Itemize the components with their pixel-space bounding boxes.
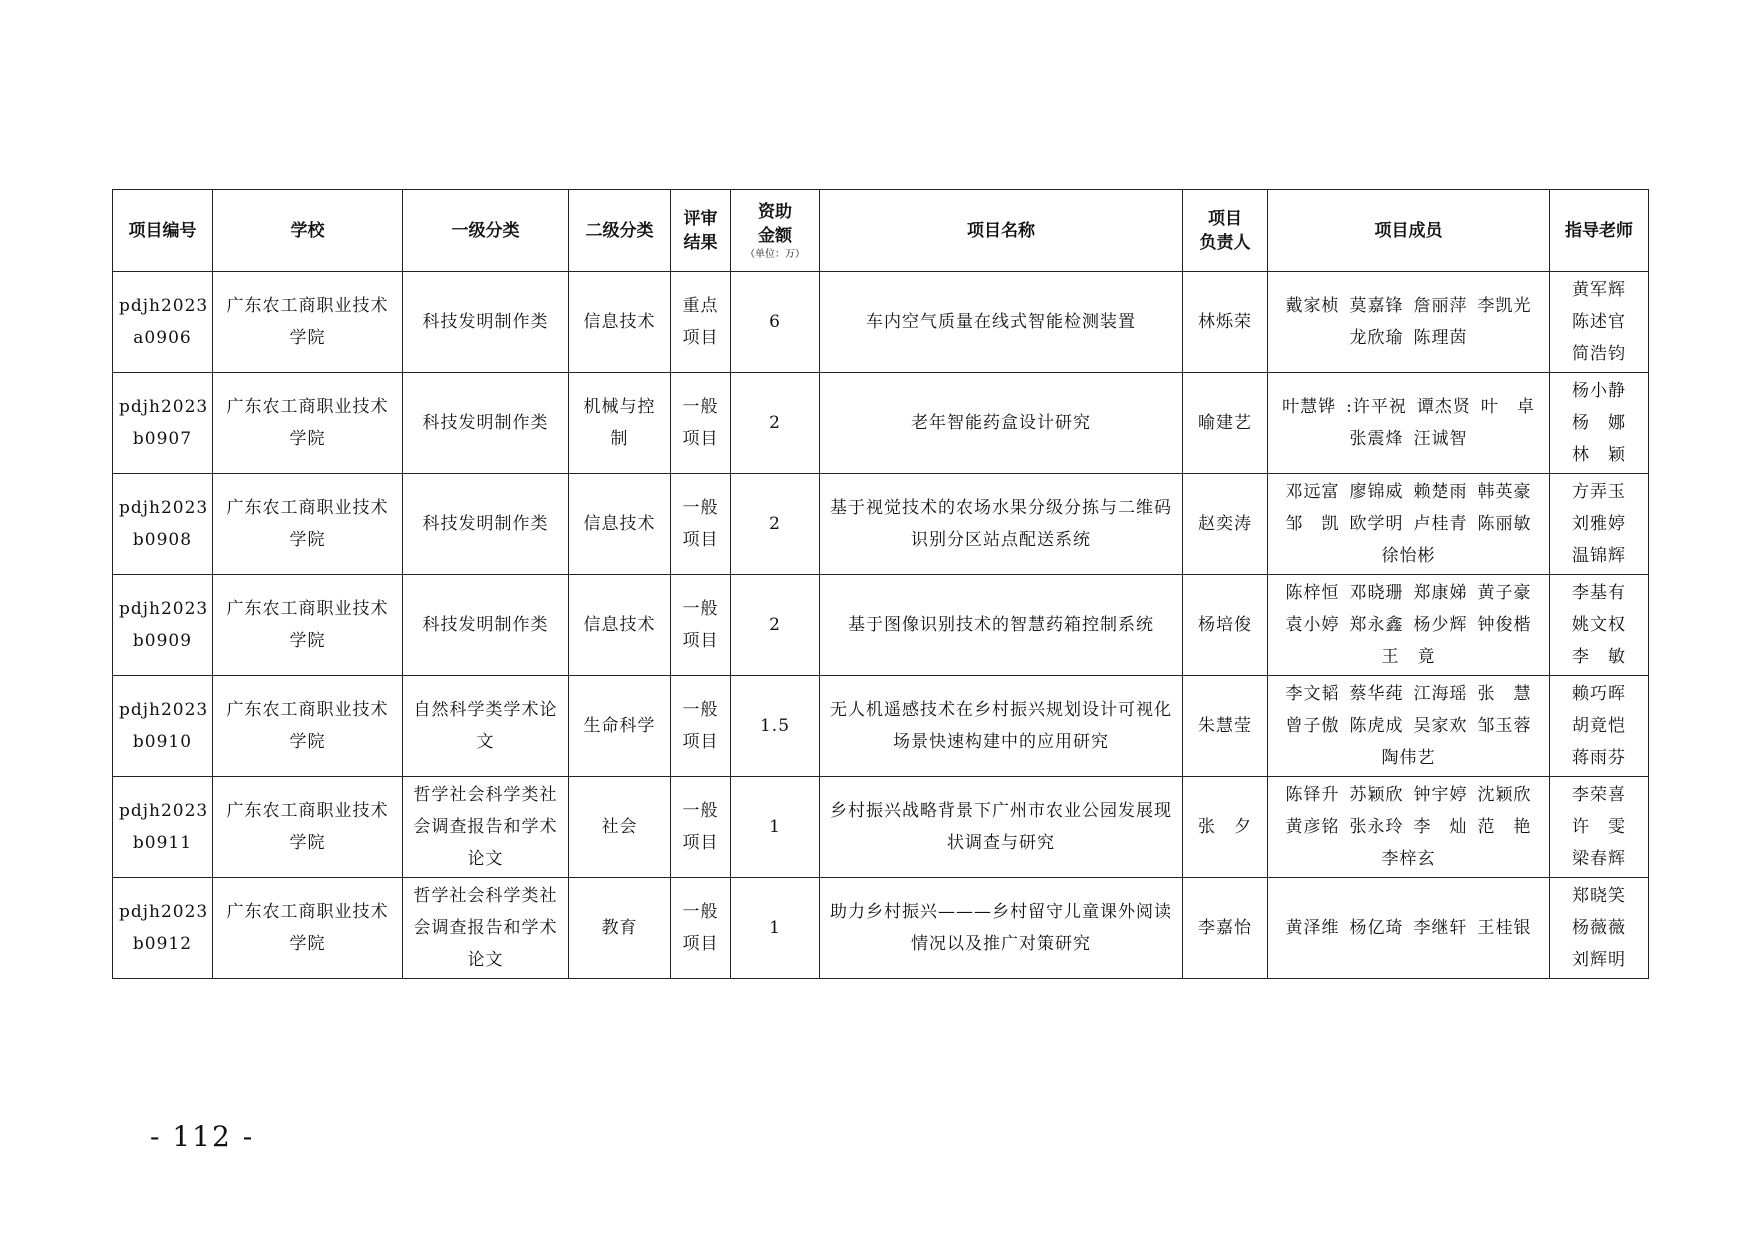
cell-cat2: 机械与控制 [569,373,671,474]
cell-cat1: 科技发明制作类 [403,272,569,373]
member-name: 吴家欢 [1413,716,1468,736]
cell-cat1: 自然科学类学术论文 [403,676,569,777]
cell-code: pdjh2023 b0910 [113,676,213,777]
teacher-name: 刘雅婷 [1572,514,1626,534]
cell-school: 广东农工商职业技术学院 [213,575,403,676]
teacher-name: 黄军辉 [1572,280,1626,300]
member-name: 王 竟 [1381,647,1436,667]
member-name: 汪诚智 [1413,429,1468,449]
member-name: 杨亿琦 [1349,918,1404,938]
teacher-name: 林 颖 [1572,445,1626,465]
cell-name: 基于视觉技术的农场水果分级分拣与二维码识别分区站点配送系统 [820,474,1183,575]
cell-leader: 林烁荣 [1183,272,1268,373]
cell-cat2: 信息技术 [569,272,671,373]
cell-members [1268,878,1550,979]
cell-cat1: 哲学社会科学类社会调查报告和学术论文 [403,878,569,979]
cell-name: 基于图像识别技术的智慧药箱控制系统 [820,575,1183,676]
cell-cat1: 科技发明制作类 [403,575,569,676]
cell-members [1268,373,1550,474]
cell-code: pdjh2023 b0912 [113,878,213,979]
cell-result: 一般 项目 [671,777,731,878]
cell-cat2: 信息技术 [569,575,671,676]
member-name: 龙欣瑜 [1349,328,1404,348]
header-cat1: 一级分类 [403,190,569,272]
teacher-name: 蒋雨芬 [1572,748,1626,768]
cell-members [1268,474,1550,575]
header-leader: 项目 负责人 [1183,190,1268,272]
header-teachers: 指导老师 [1550,190,1649,272]
cell-school: 广东农工商职业技术学院 [213,373,403,474]
teacher-name: 温锦辉 [1572,546,1626,566]
header-amount-unit: （单位：万） [745,248,805,260]
cell-result: 一般 项目 [671,474,731,575]
cell-members [1268,272,1550,373]
teacher-name: 姚文权 [1572,615,1626,635]
cell-cat1: 科技发明制作类 [403,474,569,575]
cell-teachers [1550,676,1649,777]
member-name: 陈梓恒 [1285,583,1340,603]
member-name: 邹玉蓉 [1477,716,1532,736]
member-name: 蔡华莼 [1349,684,1404,704]
cell-result: 一般 项目 [671,373,731,474]
member-name: 钟俊楷 [1477,615,1532,635]
cell-leader: 赵奕涛 [1183,474,1268,575]
member-name: 范 艳 [1477,817,1532,837]
table-row [113,474,1649,575]
member-name: 詹丽萍 [1413,296,1468,316]
header-result: 评审 结果 [671,190,731,272]
member-name: 陈虎成 [1349,716,1404,736]
cell-leader: 喻建艺 [1183,373,1268,474]
member-name: 张 慧 [1477,684,1532,704]
cell-members [1268,777,1550,878]
cell-school: 广东农工商职业技术学院 [213,676,403,777]
cell-teachers [1550,373,1649,474]
header-name: 项目名称 [820,190,1183,272]
cell-cat2: 生命科学 [569,676,671,777]
table-row [113,777,1649,878]
project-table [112,189,1649,979]
member-name: 赖楚雨 [1413,482,1468,502]
teacher-name: 刘辉明 [1572,950,1626,970]
cell-teachers [1550,272,1649,373]
table-row [113,373,1649,474]
member-name: 徐怡彬 [1381,546,1436,566]
member-name: 郑永鑫 [1349,615,1404,635]
teacher-name: 方弄玉 [1572,482,1626,502]
cell-teachers [1550,474,1649,575]
cell-members [1268,676,1550,777]
member-name: 廖锦威 [1349,482,1404,502]
cell-code: pdjh2023 b0907 [113,373,213,474]
cell-code: pdjh2023 b0908 [113,474,213,575]
member-name: 曾子傲 [1285,716,1340,736]
cell-leader: 李嘉怡 [1183,878,1268,979]
teacher-name: 赖巧晖 [1572,684,1626,704]
cell-name: 老年智能药盒设计研究 [820,373,1183,474]
cell-cat2: 教育 [569,878,671,979]
teacher-name: 简浩钧 [1572,344,1626,364]
cell-amount: 6 [731,272,820,373]
cell-name: 助力乡村振兴———乡村留守儿童课外阅读情况以及推广对策研究 [820,878,1183,979]
cell-result: 一般 项目 [671,575,731,676]
member-name: 戴家桢 [1285,296,1340,316]
cell-cat2: 社会 [569,777,671,878]
cell-amount: 2 [731,474,820,575]
member-name: 陈丽敏 [1477,514,1532,534]
member-name: 谭杰贤 [1416,397,1471,417]
member-name: 叶 卓 [1480,397,1535,417]
cell-code: pdjh2023 b0911 [113,777,213,878]
member-name: 莫嘉锋 [1349,296,1404,316]
cell-school: 广东农工商职业技术学院 [213,272,403,373]
cell-amount: 1 [731,777,820,878]
member-name: 邓远富 [1285,482,1340,502]
table-row [113,878,1649,979]
cell-name: 车内空气质量在线式智能检测装置 [820,272,1183,373]
member-name: 邹 凯 [1285,514,1340,534]
cell-leader: 朱慧莹 [1183,676,1268,777]
member-name: 张震烽 [1349,429,1404,449]
cell-amount: 1 [731,878,820,979]
member-name: 欧学明 [1349,514,1404,534]
header-cat2: 二级分类 [569,190,671,272]
cell-amount: 2 [731,575,820,676]
header-school: 学校 [213,190,403,272]
teacher-name: 杨薇薇 [1572,918,1626,938]
member-name: 邓晓珊 [1349,583,1404,603]
cell-school: 广东农工商职业技术学院 [213,777,403,878]
member-name: 李梓玄 [1381,849,1436,869]
page-number: - 112 - [150,1120,255,1153]
member-name: 陈理茵 [1413,328,1468,348]
member-name: 袁小婷 [1285,615,1340,635]
member-name: 李继轩 [1413,918,1468,938]
member-name: 李文韬 [1285,684,1340,704]
cell-amount: 1.5 [731,676,820,777]
cell-teachers [1550,575,1649,676]
header-amount: 资助 金额 （单位：万） [731,190,820,272]
member-name: 苏颖欣 [1349,785,1404,805]
member-name: 韩英豪 [1477,482,1532,502]
cell-leader: 杨培俊 [1183,575,1268,676]
teacher-name: 陈述官 [1572,312,1626,332]
teacher-name: 李基有 [1572,583,1626,603]
cell-school: 广东农工商职业技术学院 [213,878,403,979]
table-row [113,676,1649,777]
cell-cat1: 科技发明制作类 [403,373,569,474]
cell-result: 一般 项目 [671,676,731,777]
cell-leader: 张 夕 [1183,777,1268,878]
teacher-name: 李 敏 [1572,647,1626,667]
member-name: 陈铎升 [1285,785,1340,805]
table-row [113,272,1649,373]
member-name: 陶伟艺 [1381,748,1436,768]
header-code: 项目编号 [113,190,213,272]
member-name: 叶慧铧 [1282,397,1337,417]
cell-cat2: 信息技术 [569,474,671,575]
member-name: 李凯光 [1477,296,1532,316]
cell-teachers [1550,878,1649,979]
cell-code: pdjh2023 a0906 [113,272,213,373]
cell-school: 广东农工商职业技术学院 [213,474,403,575]
cell-teachers [1550,777,1649,878]
member-name: :许平祝 [1346,397,1407,417]
teacher-name: 梁春辉 [1572,849,1626,869]
member-name: 李 灿 [1413,817,1468,837]
member-name: 江海瑶 [1413,684,1468,704]
member-name: 黄彦铭 [1285,817,1340,837]
teacher-name: 杨 娜 [1572,413,1626,433]
teacher-name: 郑晓笑 [1572,886,1626,906]
member-name: 沈颖欣 [1477,785,1532,805]
member-name: 卢桂青 [1413,514,1468,534]
cell-name: 乡村振兴战略背景下广州市农业公园发展现状调查与研究 [820,777,1183,878]
teacher-name: 李荣喜 [1572,785,1626,805]
teacher-name: 杨小静 [1572,381,1626,401]
table-row [113,575,1649,676]
header-row [113,190,1649,272]
cell-members [1268,575,1550,676]
member-name: 黄子豪 [1477,583,1532,603]
cell-cat1: 哲学社会科学类社会调查报告和学术论文 [403,777,569,878]
header-members: 项目成员 [1268,190,1550,272]
teacher-name: 胡竟恺 [1572,716,1626,736]
member-name: 郑康娣 [1413,583,1468,603]
cell-result: 一般 项目 [671,878,731,979]
cell-amount: 2 [731,373,820,474]
cell-result: 重点 项目 [671,272,731,373]
member-name: 王桂银 [1477,918,1532,938]
cell-code: pdjh2023 b0909 [113,575,213,676]
teacher-name: 许 雯 [1572,817,1626,837]
member-name: 钟宇婷 [1413,785,1468,805]
cell-name: 无人机遥感技术在乡村振兴规划设计可视化场景快速构建中的应用研究 [820,676,1183,777]
member-name: 杨少辉 [1413,615,1468,635]
member-name: 张永玲 [1349,817,1404,837]
member-name: 黄泽维 [1285,918,1340,938]
